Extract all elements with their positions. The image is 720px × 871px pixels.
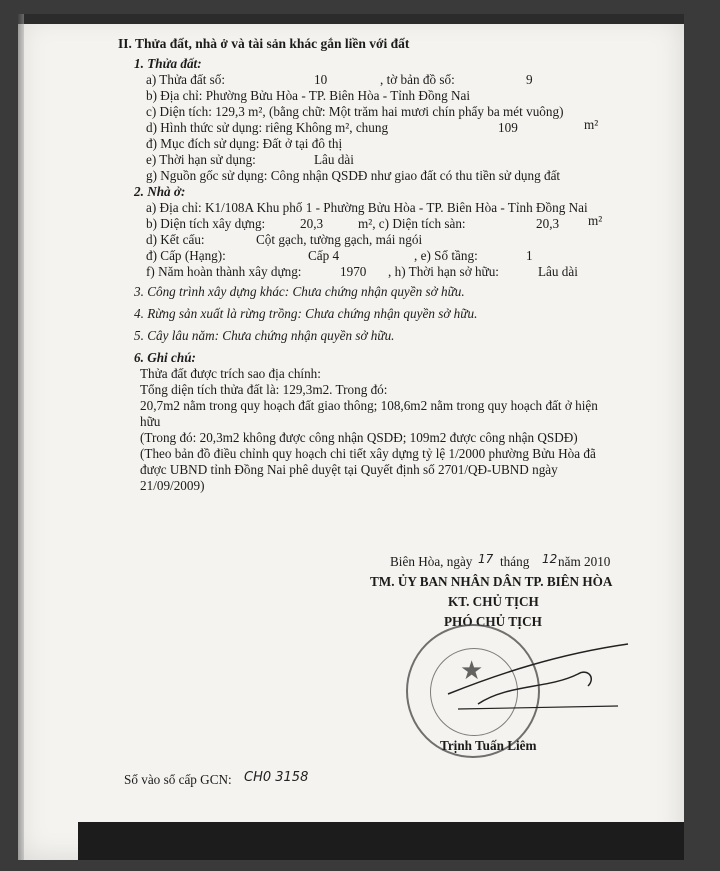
land-shared-area: 109 xyxy=(498,120,518,135)
document-content xyxy=(18,14,684,860)
house-heading: 2. Nhà ở: xyxy=(134,184,186,199)
house-ownership: Lâu dài xyxy=(538,264,578,279)
house-floor-area: 20,3 xyxy=(536,216,560,231)
notes-line-3: 20,7m2 nằm trong quy hoạch đất giao thông; 108,6m2 nằm trong quy hoạch đất ở hiện xyxy=(140,398,598,413)
signing-organization: TM. ỦY BAN NHÂN DÂN TP. BIÊN HÒA xyxy=(370,574,613,589)
house-floor-area-unit: m² xyxy=(588,213,603,228)
house-address: a) Địa chỉ: K1/108A Khu phố 1 - Phường Bửu Hòa - TP. Biên Hòa - Tỉnh Đồng Nai xyxy=(146,200,588,215)
signing-role-1: KT. CHỦ TỊCH xyxy=(448,594,539,609)
notes-line-7: được UBND tỉnh Đồng Nai phê duyệt tại Quyết định số 2701/QĐ-UBND ngày xyxy=(140,462,558,477)
land-map-label: , tờ bản đồ số: xyxy=(380,72,455,87)
land-heading: 1. Thửa đất: xyxy=(134,56,202,71)
date-prefix: Biên Hòa, ngày xyxy=(390,554,473,569)
land-parcel-number: 10 xyxy=(314,72,328,87)
land-shared-unit: m² xyxy=(584,117,599,132)
house-structure-label: d) Kết cấu: xyxy=(146,232,205,247)
certificate-page xyxy=(18,14,684,860)
notes-line-4: hữu xyxy=(140,414,161,429)
house-grade: Cấp 4 xyxy=(308,248,340,263)
house-build-area-label: b) Diện tích xây dựng: xyxy=(146,216,266,231)
land-map-number: 9 xyxy=(526,72,533,87)
land-term-label: e) Thời hạn sử dụng: xyxy=(146,152,256,167)
perennial-trees: 5. Cây lâu năm: Chưa chứng nhận quyền sở hữu. xyxy=(134,328,395,343)
signature-scribble xyxy=(438,634,638,714)
date-month: 12 xyxy=(542,552,558,566)
house-build-area: 20,3 xyxy=(300,216,324,231)
land-term-value: Lâu dài xyxy=(314,152,354,167)
land-address: b) Địa chỉ: Phường Bửu Hòa - TP. Biên Hòa - Tỉnh Đồng Nai xyxy=(146,88,471,103)
section-title: II. Thửa đất, nhà ở và tài sản khác gắn liền với đất xyxy=(118,36,410,51)
date-day: 17 xyxy=(478,552,494,566)
land-origin: g) Nguồn gốc sử dụng: Công nhận QSDĐ như giao đất có thu tiền sử dụng đất xyxy=(146,168,561,183)
land-parcel-label: a) Thửa đất số: xyxy=(146,72,226,87)
land-use-form: d) Hình thức sử dụng: riêng Không m², chung xyxy=(146,120,389,135)
registry-label: Số vào sổ cấp GCN: xyxy=(124,772,232,787)
house-ownership-label: , h) Thời hạn sở hữu: xyxy=(388,264,499,279)
other-construction: 3. Công trình xây dựng khác: Chưa chứng nhận quyền sở hữu. xyxy=(134,284,465,299)
notes-line-5: (Trong đó: 20,3m2 không được công nhận QSDĐ; 109m2 được công nhận QSDĐ) xyxy=(140,430,578,445)
house-structure: Cột gạch, tường gạch, mái ngói xyxy=(256,232,423,247)
land-area: c) Diện tích: 129,3 m², (bằng chữ: Một trăm hai mươi chín phẩy ba mét vuông) xyxy=(146,104,564,119)
notes-line-1: Thửa đất được trích sao địa chính: xyxy=(140,366,321,381)
registry-number: CH0 3158 xyxy=(244,770,309,785)
date-month-label: tháng xyxy=(500,554,530,569)
scan-bottom-edge xyxy=(78,822,684,860)
seal-star-icon: ★ xyxy=(460,656,484,685)
planted-forest: 4. Rừng sản xuất là rừng trồng: Chưa chứng nhận quyền sở hữu. xyxy=(134,306,478,321)
notes-line-6: (Theo bản đồ điều chỉnh quy hoạch chi tiết xây dựng tỷ lệ 1/2000 phường Bửu Hòa đã xyxy=(140,446,596,461)
notes-line-8: 21/09/2009) xyxy=(140,478,205,493)
signing-role-2: PHÓ CHỦ TỊCH xyxy=(444,614,542,629)
house-year-label: f) Năm hoàn thành xây dựng: xyxy=(146,264,302,279)
land-purpose: đ) Mục đích sử dụng: Đất ở tại đô thị xyxy=(146,136,343,151)
signer-name: Trịnh Tuấn Liêm xyxy=(440,738,537,753)
house-grade-label: đ) Cấp (Hạng): xyxy=(146,248,226,263)
house-floors: 1 xyxy=(526,248,533,263)
date-year: năm 2010 xyxy=(558,554,611,569)
house-floors-label: , e) Số tầng: xyxy=(414,248,478,263)
house-year: 1970 xyxy=(340,264,367,279)
notes-heading: 6. Ghi chú: xyxy=(134,350,196,365)
notes-line-2: Tổng diện tích thửa đất là: 129,3m2. Trong đó: xyxy=(140,382,388,397)
house-floor-area-label: m², c) Diện tích sàn: xyxy=(358,216,466,231)
